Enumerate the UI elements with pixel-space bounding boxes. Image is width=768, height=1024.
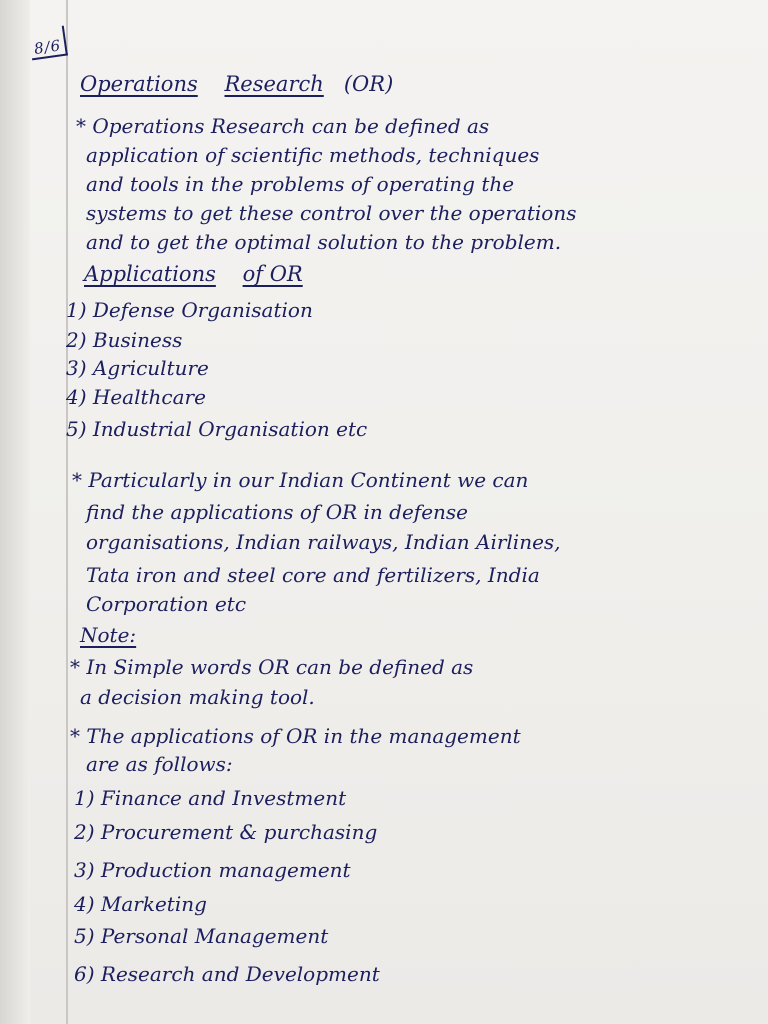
list-item: 5) Industrial Organisation etc [66, 417, 368, 441]
definition-line: and to get the optimal solution to the problem. [86, 230, 562, 254]
paragraph-line: Tata iron and steel core and fertilizers, India [86, 563, 540, 587]
applications-heading-rest: of OR [242, 262, 303, 286]
list-item: 4) Marketing [74, 892, 207, 916]
paragraph-line: Corporation etc [86, 592, 247, 616]
list-item: 2) Business [66, 328, 183, 352]
list-item: 4) Healthcare [66, 385, 206, 409]
applications-heading-word: Applications [84, 262, 216, 286]
list-item: 1) Finance and Investment [74, 786, 347, 810]
paragraph-line: find the applications of OR in defense [86, 500, 469, 524]
definition-line: * Operations Research can be defined as [76, 114, 490, 138]
title-research: Research [224, 72, 324, 96]
page-binding-edge [0, 0, 30, 1024]
definition-line: and tools in the problems of operating the [86, 172, 515, 196]
list-item: 3) Production management [74, 858, 351, 882]
note-label: Note: [80, 623, 137, 647]
margin-line [66, 0, 68, 1024]
paragraph-line: * Particularly in our Indian Continent we can [72, 468, 529, 492]
page-title [80, 72, 393, 96]
title-or: (OR) [343, 72, 394, 96]
note-line: * In Simple words OR can be defined as [70, 655, 474, 679]
list-item: 3) Agriculture [66, 356, 209, 380]
management-intro-line: are as follows: [86, 752, 233, 776]
title-operations: Operations [80, 72, 198, 96]
list-item: 5) Personal Management [74, 924, 329, 948]
paragraph-line: organisations, Indian railways, Indian Airlines, [86, 530, 561, 554]
definition-line: application of scientific methods, techniques [86, 143, 540, 167]
applications-heading [84, 262, 303, 286]
list-item: 2) Procurement & purchasing [74, 820, 378, 844]
definition-line: systems to get these control over the operations [86, 201, 577, 225]
note-line: a decision making tool. [80, 685, 315, 709]
management-intro-line: * The applications of OR in the management [70, 724, 521, 748]
date-box: 8/6 [28, 26, 68, 61]
list-item: 6) Research and Development [74, 962, 380, 986]
list-item: 1) Defense Organisation [66, 298, 313, 322]
